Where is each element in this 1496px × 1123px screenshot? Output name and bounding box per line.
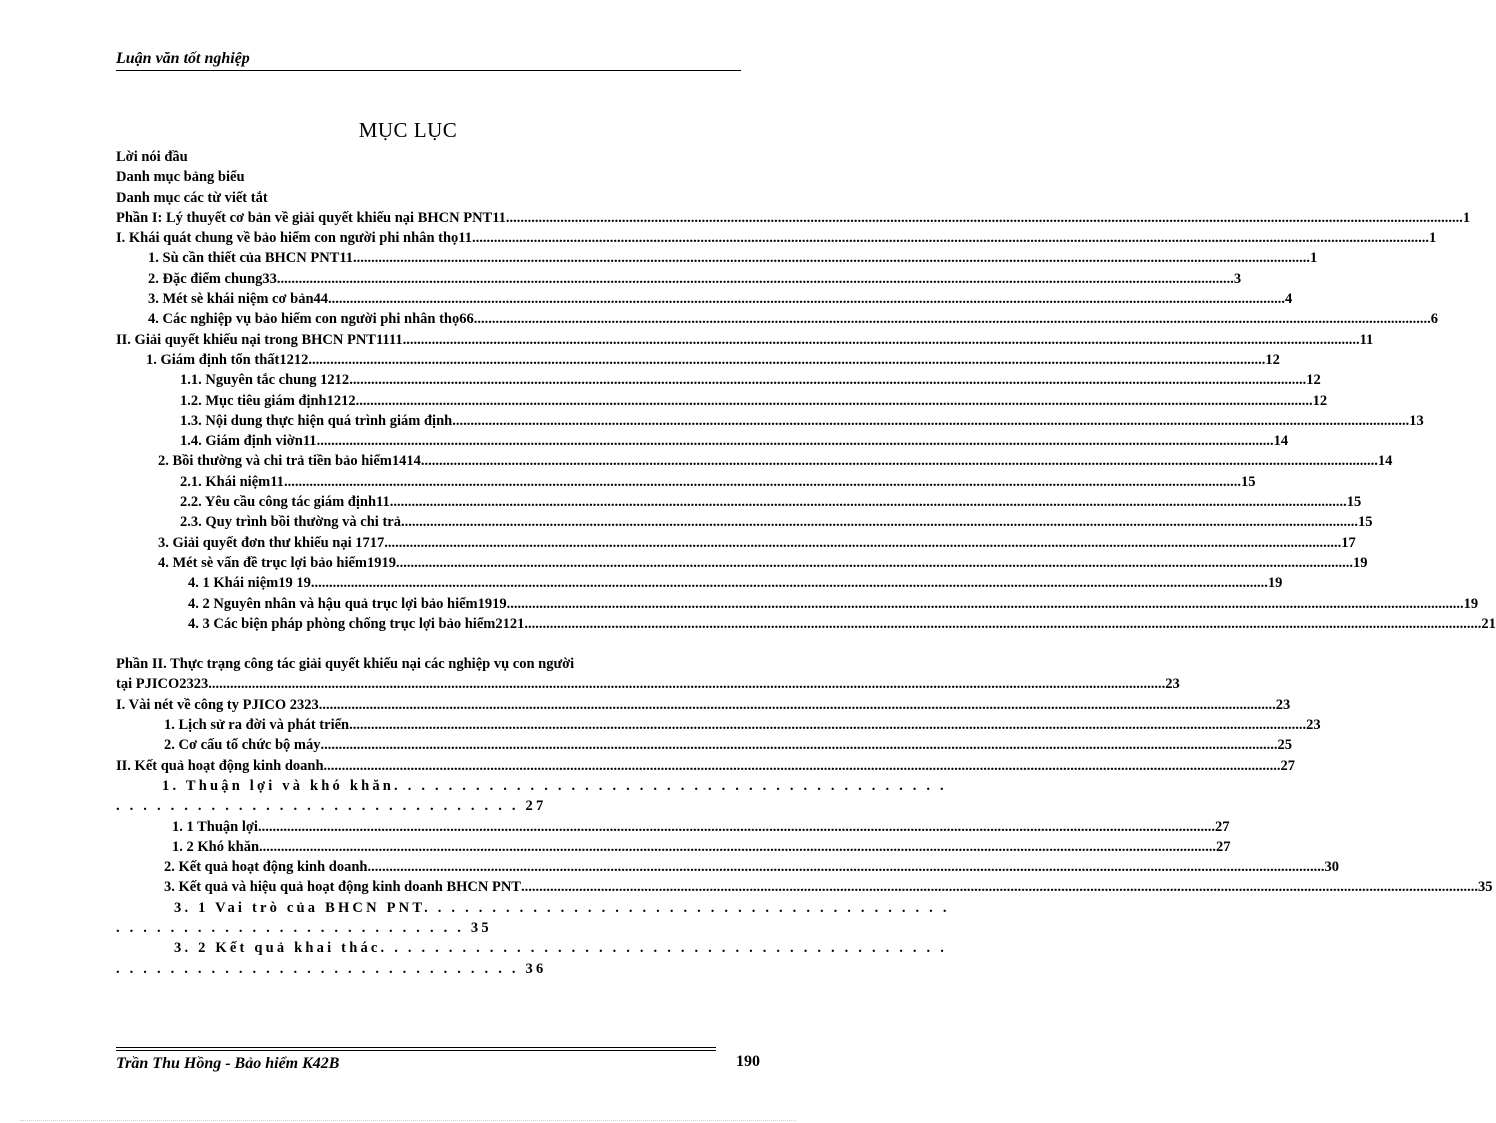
dot-leader bbox=[474, 309, 1431, 329]
toc-entry-title: II. Giải quyết khiếu nại trong BHCN PNT1111 bbox=[116, 331, 403, 348]
toc-page-number: 23 bbox=[1165, 676, 1180, 693]
toc-entry-title: 2.3. Quy trình bồi thường và chi trả bbox=[180, 514, 401, 531]
toc-entry-wide: 1. Thuận lợi và khó khăn. . . . . . . . . . . . . . . . . . . . . . . . . . . . . . . . . . . . . . . . . bbox=[162, 777, 947, 794]
toc-page-number: 11 bbox=[1359, 331, 1374, 348]
toc-page-number: 1 bbox=[1428, 230, 1437, 247]
toc-entry[interactable] bbox=[116, 167, 740, 187]
toc-entry-title: 2. Đặc điểm chung33 bbox=[148, 270, 277, 287]
toc-page-number: 27 bbox=[1280, 757, 1296, 774]
toc-entry-title: 1. Sù cần thiết của BHCN PNT11 bbox=[148, 250, 354, 267]
toc-entry-title: 1. 1 Thuận lợi bbox=[172, 818, 258, 835]
toc-page-number: 12 bbox=[1306, 372, 1321, 389]
toc-entry[interactable] bbox=[116, 208, 1471, 228]
toc-entry[interactable] bbox=[116, 228, 1437, 248]
toc-entry-title: Danh mục bảng biểu bbox=[116, 169, 245, 186]
toc-entry[interactable] bbox=[116, 188, 740, 208]
toc-entry-title: 1. 2 Khó khăn bbox=[172, 838, 260, 855]
toc-entry-title: 4. Các nghiệp vụ bảo hiểm con người phi nhân thọ66 bbox=[148, 311, 474, 328]
toc-entry-title: 1.3. Nội dung thực hiện quá trình giám định bbox=[180, 412, 453, 429]
dot-leader bbox=[284, 472, 1241, 492]
toc-entry[interactable] bbox=[116, 309, 1438, 329]
dot-leader bbox=[472, 228, 1429, 248]
toc-page-number: 21 bbox=[1481, 615, 1496, 632]
toc-entry[interactable] bbox=[116, 817, 1230, 837]
toc-page-number: 12 bbox=[1265, 351, 1280, 368]
dot-leader bbox=[356, 391, 1313, 411]
footer-author: Trần Thu Hồng - Bảo hiểm K42B bbox=[116, 1055, 340, 1072]
toc-entry[interactable] bbox=[116, 756, 1296, 776]
dot-leader bbox=[208, 674, 1165, 694]
toc-entry[interactable] bbox=[116, 715, 1321, 735]
toc-page-number: 13 bbox=[1409, 412, 1424, 429]
toc-page-number: 23 bbox=[1306, 717, 1321, 734]
toc-entry-wide-cont: . . . . . . . . . . . . . . . . . . . . . . . . . . 35 bbox=[116, 919, 492, 936]
toc-entry[interactable] bbox=[116, 391, 1328, 411]
toc-entry[interactable] bbox=[116, 431, 1289, 451]
toc-page-number: 4 bbox=[1285, 291, 1293, 308]
toc-page-number: 14 bbox=[1377, 453, 1393, 470]
toc-entry-title: I. Khái quát chung về bảo hiểm con người phi nhân thọ11 bbox=[116, 230, 472, 247]
toc-page-number: 27 bbox=[1214, 818, 1230, 835]
toc-page-number: 15 bbox=[1346, 494, 1362, 511]
toc-entry-title: 4. 3 Các biện pháp phòng chống trục lợi bảo hiểm2121 bbox=[188, 615, 525, 632]
toc-page-number: 25 bbox=[1277, 737, 1292, 754]
toc-entry[interactable] bbox=[116, 147, 740, 167]
dot-leader bbox=[324, 756, 1281, 776]
dot-leader bbox=[311, 573, 1268, 593]
toc-entry-wide-cont: . . . . . . . . . . . . . . . . . . . . . . . . . . . . . . 27 bbox=[116, 798, 547, 815]
dot-leader bbox=[390, 492, 1347, 512]
toc-entry-title: 4. Mét sè vấn đề trục lợi bảo hiểm1919 bbox=[158, 554, 396, 571]
toc-page-number: 14 bbox=[1273, 433, 1289, 450]
dot-leader bbox=[259, 837, 1216, 857]
toc-entry-title: tại PJICO2323 bbox=[116, 676, 209, 693]
page-edge bbox=[20, 1120, 796, 1121]
dot-leader bbox=[396, 553, 1353, 573]
toc-entry[interactable] bbox=[116, 857, 1339, 877]
table-of-contents bbox=[116, 147, 1496, 979]
dot-leader bbox=[384, 533, 1341, 553]
toc-entry-title: 2.1. Khái niệm11 bbox=[180, 473, 284, 490]
dot-leader bbox=[401, 512, 1358, 532]
toc-page-number: 19 bbox=[1353, 554, 1368, 571]
dot-leader bbox=[319, 695, 1276, 715]
toc-entry[interactable] bbox=[116, 330, 1374, 350]
dot-leader bbox=[277, 269, 1234, 289]
running-header: Luận văn tốt nghiệp bbox=[116, 50, 741, 71]
toc-entry[interactable] bbox=[116, 877, 1493, 897]
toc-entry[interactable] bbox=[116, 492, 1362, 512]
toc-page-number: 23 bbox=[1275, 696, 1291, 713]
toc-entry[interactable] bbox=[116, 370, 1321, 390]
toc-page-number: 19 bbox=[1267, 575, 1283, 592]
toc-entry-title: 2. Bồi thường và chi trả tiền bảo hiểm1414 bbox=[158, 453, 421, 470]
toc-entry-title: 1. Giám định tổn thất1212 bbox=[146, 351, 309, 368]
toc-entry-title: 3. Kết quả và hiệu quả hoạt động kinh doanh BHCN PNT bbox=[164, 879, 521, 896]
toc-page-number: 1 bbox=[1310, 250, 1318, 267]
dot-leader bbox=[421, 451, 1378, 471]
toc-entry-title: Danh mục các từ viết tắt bbox=[116, 189, 268, 206]
toc-entry-title: 3. Giải quyết đơn thư khiếu nại 1717 bbox=[158, 534, 385, 551]
toc-page-number: 19 bbox=[1463, 595, 1479, 612]
toc-entry-title: 4. 2 Nguyên nhân và hậu quả trục lợi bảo hiểm1919 bbox=[188, 595, 507, 612]
toc-entry[interactable] bbox=[116, 512, 1373, 532]
toc-entry-title: Phần I: Lý thuyết cơ bản về giải quyết khiếu nại BHCN PNT11 bbox=[116, 209, 506, 226]
toc-entry[interactable] bbox=[116, 735, 1292, 755]
toc-entry-title: 2. Cơ cấu tổ chức bộ máy bbox=[164, 737, 321, 754]
page-number: 190 bbox=[736, 1053, 760, 1070]
dot-leader bbox=[524, 614, 1481, 634]
toc-entry[interactable] bbox=[116, 248, 1318, 268]
toc-entry[interactable] bbox=[116, 451, 1393, 471]
dot-leader bbox=[507, 594, 1464, 614]
toc-entry-title: 4. 1 Khái niệm19 19 bbox=[188, 575, 311, 592]
toc-entry-title: 2.2. Yêu cầu công tác giám định11 bbox=[180, 494, 390, 511]
toc-section-1 bbox=[116, 147, 1496, 634]
toc-entry-title: 2. Kết quả hoạt động kinh doanh bbox=[164, 859, 368, 876]
toc-page-number: 1 bbox=[1462, 209, 1471, 226]
toc-entry-wide: 3. 1 Vai trò của BHCN PNT. . . . . . . . . . . . . . . . . . . . . . . . . . . . . . . . . . . . . . . bbox=[174, 899, 950, 916]
toc-entry[interactable] bbox=[116, 411, 1424, 431]
toc-entry-title: I. Vài nét về công ty PJICO 2323 bbox=[116, 696, 319, 713]
dot-leader bbox=[328, 289, 1285, 309]
toc-entry-title: 1.2. Mục tiêu giám định1212 bbox=[180, 392, 356, 409]
toc-section-2 bbox=[116, 674, 1321, 775]
dot-leader bbox=[320, 735, 1277, 755]
dot-leader bbox=[367, 857, 1324, 877]
toc-page-number: 35 bbox=[1477, 879, 1493, 896]
toc-entry-wide-cont: . . . . . . . . . . . . . . . . . . . . . . . . . . . . . . 36 bbox=[116, 960, 547, 977]
toc-entry[interactable] bbox=[116, 269, 1242, 289]
footer-rule bbox=[116, 1047, 716, 1053]
toc-entry[interactable] bbox=[116, 289, 1293, 309]
toc-page-number: 27 bbox=[1216, 838, 1231, 855]
dot-leader bbox=[308, 350, 1265, 370]
toc-entry-title: Lời nói đầu bbox=[116, 149, 188, 165]
toc-entry[interactable] bbox=[116, 674, 1180, 694]
dot-leader bbox=[353, 248, 1310, 268]
toc-entry-title: 1. Lịch sử ra đời và phát triển bbox=[164, 717, 350, 734]
toc-page-number: 6 bbox=[1430, 311, 1438, 328]
dot-leader bbox=[349, 370, 1306, 390]
toc-entry[interactable] bbox=[116, 837, 1231, 857]
toc-entry[interactable] bbox=[116, 472, 1256, 492]
dot-leader bbox=[349, 715, 1306, 735]
toc-entry[interactable] bbox=[116, 695, 1291, 715]
toc-entry-title: 3. Mét sè khái niệm cơ bản44 bbox=[148, 291, 329, 308]
toc-entry[interactable] bbox=[116, 614, 1496, 634]
dot-leader bbox=[317, 431, 1274, 451]
toc-entry[interactable] bbox=[116, 533, 1356, 553]
toc-entry[interactable] bbox=[116, 350, 1280, 370]
toc-page-number: 3 bbox=[1233, 270, 1242, 287]
dot-leader bbox=[258, 817, 1215, 837]
toc-section-3 bbox=[116, 817, 1493, 898]
toc-entry-title: 1.4. Giám định viờn11 bbox=[180, 433, 317, 450]
toc-part2-heading: Phần II. Thực trạng công tác giải quyết khiếu nại các nghiệp vụ con người bbox=[116, 656, 575, 673]
toc-page-number: 15 bbox=[1240, 473, 1256, 490]
toc-entry-title: 1.1. Nguyên tắc chung 1212 bbox=[180, 372, 350, 389]
toc-page-number: 17 bbox=[1341, 534, 1356, 551]
toc-entry-title: II. Kết quả hoạt động kinh doanh bbox=[116, 757, 324, 774]
toc-page-number: 30 bbox=[1324, 859, 1339, 876]
toc-page-number: 12 bbox=[1312, 392, 1328, 409]
dot-leader bbox=[452, 411, 1409, 431]
spacer bbox=[116, 634, 740, 654]
toc-entry[interactable] bbox=[116, 573, 1283, 593]
dot-leader bbox=[506, 208, 1463, 228]
dot-leader bbox=[521, 877, 1478, 897]
page-title: MỤC LỤC bbox=[358, 118, 458, 142]
toc-page-number: 15 bbox=[1357, 514, 1373, 531]
dot-leader bbox=[403, 330, 1360, 350]
toc-entry-wide: 3. 2 Kết quả khai thác. . . . . . . . . . . . . . . . . . . . . . . . . . . . . . . . . . . . . . . . . . bbox=[174, 940, 948, 957]
toc-entry[interactable] bbox=[116, 553, 1368, 573]
toc-entry[interactable] bbox=[116, 594, 1479, 614]
